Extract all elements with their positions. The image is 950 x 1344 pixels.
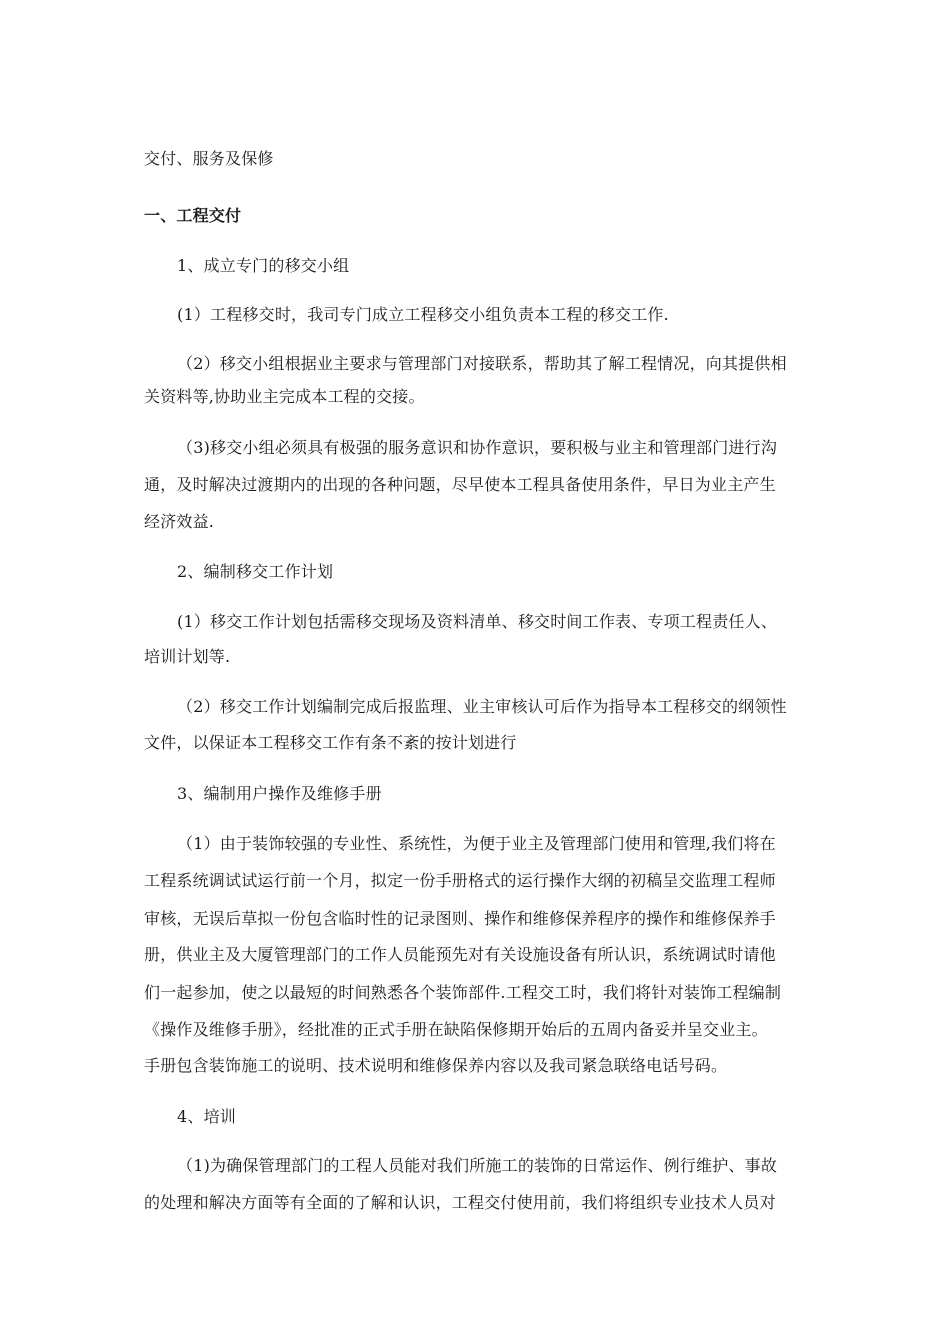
paragraph-line: 培训计划等. xyxy=(144,647,231,666)
paragraph-line: （1)为确保管理部门的工程人员能对我们所施工的装饰的日常运作、例行维护、事故 xyxy=(177,1156,778,1175)
paragraph-line: 的处理和解决方面等有全面的了解和认识，工程交付使用前，我们将组织专业技术人员对 xyxy=(144,1193,776,1212)
paragraph-line: (1）移交工作计划包括需移交现场及资料清单、移交时间工作表、专项工程责任人、 xyxy=(177,612,778,631)
paragraph-line: （2）移交工作计划编制完成后报监理、业主审核认可后作为指导本工程移交的纲领性 xyxy=(177,697,787,716)
paragraph-line: 工程系统调试试运行前一个月，拟定一份手册格式的运行操作大纲的初稿呈交监理工程师 xyxy=(144,871,776,890)
document-title: 交付、服务及保修 xyxy=(144,149,274,168)
paragraph-line: 《操作及维修手册》，经批准的正式手册在缺陷保修期开始后的五周内备妥并呈交业主。 xyxy=(144,1020,768,1039)
paragraph-line: （2）移交小组根据业主要求与管理部门对接联系，帮助其了解工程情况，向其提供相 xyxy=(177,354,787,373)
paragraph-line: 审核，无误后草拟一份包含临时性的记录图则、操作和维修保养程序的操作和维修保养手 xyxy=(144,909,776,928)
paragraph-line: 们一起参加，使之以最短的时间熟悉各个装饰部件.工程交工时，我们将针对装饰工程编制 xyxy=(144,983,782,1002)
paragraph-line: 关资料等,协助业主完成本工程的交接。 xyxy=(144,387,425,406)
subsection-heading-1: 1、成立专门的移交小组 xyxy=(177,256,350,275)
subsection-heading-3: 3、编制用户操作及维修手册 xyxy=(177,784,382,803)
paragraph-line: 手册包含装饰施工的说明、技术说明和维修保养内容以及我司紧急联络电话号码。 xyxy=(144,1056,728,1075)
paragraph-line: （1）由于装饰较强的专业性、系统性，为便于业主及管理部门使用和管理,我们将在 xyxy=(177,834,776,853)
paragraph-line: 通，及时解决过渡期内的出现的各种问题，尽早使本工程具备使用条件，早日为业主产生 xyxy=(144,475,776,494)
paragraph-line: （3)移交小组必须具有极强的服务意识和协作意识，要积极与业主和管理部门进行沟 xyxy=(177,438,778,457)
section-heading-1: 一、工程交付 xyxy=(144,206,242,225)
subsection-heading-4: 4、培训 xyxy=(177,1107,236,1126)
subsection-heading-2: 2、编制移交工作计划 xyxy=(177,562,334,581)
paragraph-line: 经济效益. xyxy=(144,512,215,531)
paragraph-line: (1）工程移交时，我司专门成立工程移交小组负责本工程的移交工作. xyxy=(177,305,669,324)
paragraph-line: 册，供业主及大厦管理部门的工作人员能预先对有关设施设备有所认识，系统调试时请他 xyxy=(144,945,776,964)
paragraph-line: 文件，以保证本工程移交工作有条不紊的按计划进行 xyxy=(144,733,517,752)
